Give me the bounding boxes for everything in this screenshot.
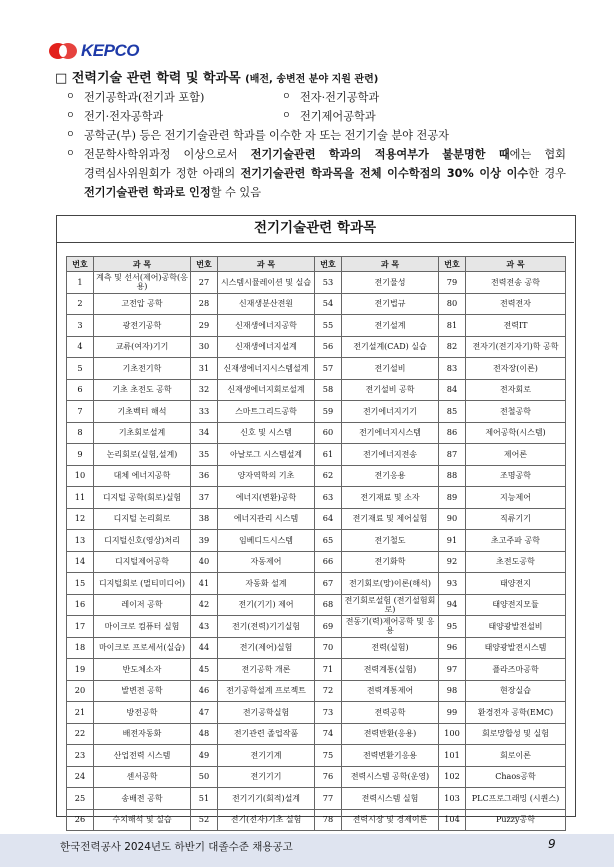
bullet-row: [66, 107, 566, 126]
course-number: 17: [67, 616, 94, 638]
course-name: 전기기계: [218, 745, 315, 767]
course-name: 에너지관리 시스템: [218, 508, 315, 530]
course-name: 초전도공학: [466, 551, 566, 573]
course-number: 77: [315, 788, 342, 810]
course-number: 95: [439, 616, 466, 638]
table-row: [67, 530, 566, 552]
course-name: 전력전자: [466, 293, 566, 315]
course-name: 신호 및 시스템: [218, 422, 315, 444]
course-number: 15: [67, 573, 94, 595]
course-name: 전기화학: [342, 551, 439, 573]
course-name: 전력변환기응용: [342, 745, 439, 767]
course-number: 104: [439, 809, 466, 831]
course-number: 42: [191, 594, 218, 616]
course-name: 논리회로(실험,설계): [94, 444, 191, 466]
course-number: 26: [67, 809, 94, 831]
footer-text: 한국전력공사 2024년도 하반기 대졸수준 채용공고: [60, 841, 293, 853]
course-name: 제어론: [466, 444, 566, 466]
course-number: 91: [439, 530, 466, 552]
course-number: 40: [191, 551, 218, 573]
header-course: 과 목: [94, 257, 191, 272]
kepco-logo: [48, 40, 139, 62]
course-number: 68: [315, 594, 342, 616]
course-number: 22: [67, 723, 94, 745]
course-name: 임베디드시스템: [218, 530, 315, 552]
course-number: 90: [439, 508, 466, 530]
table-row: [67, 594, 566, 616]
course-number: 99: [439, 702, 466, 724]
course-name: 전기공학설계 프로젝트: [218, 680, 315, 702]
course-number: 102: [439, 766, 466, 788]
course-name: 전력전송 공학: [466, 272, 566, 294]
course-number: 88: [439, 465, 466, 487]
course-name: 광전기공학: [94, 315, 191, 337]
paragraph-text: 전문학사학위과정 이상으로서: [84, 148, 251, 161]
course-name: 전력IT: [466, 315, 566, 337]
table-row: [67, 315, 566, 337]
course-number: 70: [315, 637, 342, 659]
course-number: 16: [67, 594, 94, 616]
course-number: 89: [439, 487, 466, 509]
table-row: [67, 616, 566, 638]
course-number: 45: [191, 659, 218, 681]
course-number: 23: [67, 745, 94, 767]
course-number: 54: [315, 293, 342, 315]
bullet-item: 전기공학과(전기과 포함): [84, 91, 205, 104]
course-number: 64: [315, 508, 342, 530]
bullet-marker: ㅇ: [66, 111, 75, 121]
course-name: 스마트그리드공학: [218, 401, 315, 423]
course-name: 전력공학: [342, 702, 439, 724]
course-name: 전력시스템 실험: [342, 788, 439, 810]
bullet-row: [66, 88, 566, 107]
paragraph-text: 에는 협회 경력심사위원회가 정한 아래의: [84, 148, 566, 180]
course-number: 11: [67, 487, 94, 509]
section-subtitle: (배전, 송변전 분야 지원 관련): [245, 74, 379, 85]
course-number: 41: [191, 573, 218, 595]
course-number: 35: [191, 444, 218, 466]
course-number: 96: [439, 637, 466, 659]
bullet-marker: ㅇ: [66, 149, 75, 159]
bullet-marker: ㅇ: [282, 92, 291, 102]
course-number: 53: [315, 272, 342, 294]
table-row: [67, 723, 566, 745]
course-number: 63: [315, 487, 342, 509]
course-number: 69: [315, 616, 342, 638]
course-number: 50: [191, 766, 218, 788]
course-number: 72: [315, 680, 342, 702]
course-name: 전철공학: [466, 401, 566, 423]
section-title-text: 전력기술 관련 학력 및 학과목: [71, 71, 241, 86]
course-number: 2: [67, 293, 94, 315]
course-name: 초고주파 공학: [466, 530, 566, 552]
bullet-item: 전자·전기공학과: [300, 91, 380, 104]
course-name: 전기철도: [342, 530, 439, 552]
course-number: 12: [67, 508, 94, 530]
table-row: [67, 422, 566, 444]
header-course: 과 목: [218, 257, 315, 272]
course-name: 전기(전자)기초 실험: [218, 809, 315, 831]
bullet-item: 공학군(부) 등은 전기기술관련 학과를 이수한 자 또는 전기기술 분야 전공자: [84, 129, 449, 142]
course-name: 전기재료 및 제어실험: [342, 508, 439, 530]
kepco-logo-text: KEPCO: [81, 41, 139, 60]
course-number: 66: [315, 551, 342, 573]
table-row: [67, 358, 566, 380]
course-number: 32: [191, 379, 218, 401]
course-number: 4: [67, 336, 94, 358]
course-number: 83: [439, 358, 466, 380]
course-number: 10: [67, 465, 94, 487]
course-name: 자동제어: [218, 551, 315, 573]
course-name: 현장실습: [466, 680, 566, 702]
course-name: 제어공학(시스템): [466, 422, 566, 444]
course-name: Chaos공학: [466, 766, 566, 788]
table-row: [67, 788, 566, 810]
course-number: 81: [439, 315, 466, 337]
course-name: 플라즈마공학: [466, 659, 566, 681]
course-name: 전력(실험): [342, 637, 439, 659]
course-table-body: [67, 272, 566, 831]
kepco-emblem-icon: [48, 42, 78, 60]
paragraph-emphasis: 전기기술관련 학과의 적용여부가 불분명한 때: [250, 148, 510, 161]
course-name: 디지털신호(영상)처리: [94, 530, 191, 552]
course-name: 전기관련 졸업작품: [218, 723, 315, 745]
course-name: PLC프로그래밍 (시퀀스): [466, 788, 566, 810]
table-row: [67, 745, 566, 767]
course-number: 71: [315, 659, 342, 681]
course-name: 전기공학 개론: [218, 659, 315, 681]
course-number: 93: [439, 573, 466, 595]
course-number: 14: [67, 551, 94, 573]
course-name: 전기에너지시스템: [342, 422, 439, 444]
table-row: [67, 809, 566, 831]
table-row: [67, 659, 566, 681]
course-number: 28: [191, 293, 218, 315]
course-name: 송배전 공학: [94, 788, 191, 810]
course-name: 기초벡터 해석: [94, 401, 191, 423]
bullet-marker: ㅇ: [66, 130, 75, 140]
course-number: 30: [191, 336, 218, 358]
section-marker: □: [55, 71, 68, 86]
bullet-item: 전기제어공학과: [300, 110, 376, 123]
course-name: 전기물성: [342, 272, 439, 294]
course-name: 태양광발전시스템: [466, 637, 566, 659]
course-number: 51: [191, 788, 218, 810]
table-title: 전기기술관련 학과목: [56, 215, 574, 243]
course-number: 19: [67, 659, 94, 681]
course-number: 60: [315, 422, 342, 444]
course-name: 전기회로(망)이론(해석): [342, 573, 439, 595]
course-name: 전력계통제어: [342, 680, 439, 702]
course-name: 전기(전력)기기실험: [218, 616, 315, 638]
course-name: 전기회로설험 (전기설험회로): [342, 594, 439, 616]
course-number: 98: [439, 680, 466, 702]
course-name: 에너지(변환)공학: [218, 487, 315, 509]
course-name: 지능제어: [466, 487, 566, 509]
course-number: 79: [439, 272, 466, 294]
course-name: 교류(여자)기기: [94, 336, 191, 358]
course-number: 74: [315, 723, 342, 745]
course-number: 85: [439, 401, 466, 423]
course-name: 전기설비 공학: [342, 379, 439, 401]
bullet-paragraph: [66, 145, 566, 202]
course-number: 46: [191, 680, 218, 702]
course-number: 20: [67, 680, 94, 702]
course-number: 67: [315, 573, 342, 595]
course-name: 전기설비: [342, 358, 439, 380]
course-number: 80: [439, 293, 466, 315]
course-number: 97: [439, 659, 466, 681]
course-name: 디지털 논리회로: [94, 508, 191, 530]
course-name: 전동기(력)제어공학 및 응용: [342, 616, 439, 638]
course-number: 29: [191, 315, 218, 337]
paragraph-emphasis: 전기기술관련 학과목을 전체 이수학점의 30% 이상 이수: [240, 167, 529, 180]
course-name: 회로망합성 및 실험: [466, 723, 566, 745]
section-title: [55, 67, 378, 86]
course-number: 78: [315, 809, 342, 831]
course-number: 38: [191, 508, 218, 530]
paragraph-text: 할 수 있음: [210, 186, 262, 199]
course-number: 48: [191, 723, 218, 745]
course-name: 기초 초전도 공학: [94, 379, 191, 401]
course-name: Puzzy공학: [466, 809, 566, 831]
course-number: 84: [439, 379, 466, 401]
course-name: 전기(제어)실험: [218, 637, 315, 659]
course-name: 전자장(이론): [466, 358, 566, 380]
course-number: 47: [191, 702, 218, 724]
header-course: 과 목: [466, 257, 566, 272]
course-name: 전기에너지기기: [342, 401, 439, 423]
course-number: 24: [67, 766, 94, 788]
table-row: [67, 487, 566, 509]
course-name: 시스템시뮬레이션 및 실습: [218, 272, 315, 294]
paragraph-emphasis: 전기기술관련 학과로 인정: [84, 186, 211, 199]
course-number: 7: [67, 401, 94, 423]
course-number: 52: [191, 809, 218, 831]
course-name: 양자역학의 기초: [218, 465, 315, 487]
header-num: 번호: [439, 257, 466, 272]
course-name: 전기재료 및 소자: [342, 487, 439, 509]
course-number: 82: [439, 336, 466, 358]
course-name: 신재생에너지공학: [218, 315, 315, 337]
course-number: 39: [191, 530, 218, 552]
course-number: 3: [67, 315, 94, 337]
bullet-row: [66, 126, 566, 145]
course-name: 방전공학: [94, 702, 191, 724]
course-number: 37: [191, 487, 218, 509]
course-number: 6: [67, 379, 94, 401]
course-number: 55: [315, 315, 342, 337]
course-number: 76: [315, 766, 342, 788]
course-name: 수치해석 및 실습: [94, 809, 191, 831]
table-row: [67, 336, 566, 358]
course-number: 101: [439, 745, 466, 767]
course-number: 36: [191, 465, 218, 487]
course-number: 62: [315, 465, 342, 487]
course-name: 전력반환(응용): [342, 723, 439, 745]
course-name: 신재생에너지설계: [218, 336, 315, 358]
course-name: 디지털회로 (멀티미디어): [94, 573, 191, 595]
course-number: 75: [315, 745, 342, 767]
course-table: [66, 256, 566, 831]
table-row: [67, 637, 566, 659]
course-name: 전자회로: [466, 379, 566, 401]
course-name: 반도체소자: [94, 659, 191, 681]
course-name: 회로이론: [466, 745, 566, 767]
course-number: 103: [439, 788, 466, 810]
course-number: 100: [439, 723, 466, 745]
course-number: 61: [315, 444, 342, 466]
header-num: 번호: [191, 257, 218, 272]
course-number: 59: [315, 401, 342, 423]
course-name: 계측 및 선서(제어)공학(응용): [94, 272, 191, 294]
course-name: 전력계통(실험): [342, 659, 439, 681]
course-number: 25: [67, 788, 94, 810]
course-number: 13: [67, 530, 94, 552]
course-number: 33: [191, 401, 218, 423]
course-number: 73: [315, 702, 342, 724]
course-name: 태양전지모듈: [466, 594, 566, 616]
course-name: 자동화 설계: [218, 573, 315, 595]
header-num: 번호: [67, 257, 94, 272]
course-name: 환경전자 공학(EMC): [466, 702, 566, 724]
course-number: 87: [439, 444, 466, 466]
course-number: 1: [67, 272, 94, 294]
course-name: 신재생에너지시스템설계: [218, 358, 315, 380]
course-name: 레이저 공학: [94, 594, 191, 616]
header-course: 과 목: [342, 257, 439, 272]
course-name: 신재생에너지회로설계: [218, 379, 315, 401]
table-row: [67, 465, 566, 487]
course-name: 기초전기학: [94, 358, 191, 380]
course-name: 기초회로설계: [94, 422, 191, 444]
table-header-row: [67, 257, 566, 272]
table-row: [67, 702, 566, 724]
course-number: 5: [67, 358, 94, 380]
paragraph-text: 한 경우: [528, 167, 566, 180]
table-row: [67, 401, 566, 423]
course-name: 대체 에너지공학: [94, 465, 191, 487]
course-number: 49: [191, 745, 218, 767]
course-number: 92: [439, 551, 466, 573]
bullet-item: 전기·전자공학과: [84, 110, 164, 123]
table-row: [67, 766, 566, 788]
course-number: 57: [315, 358, 342, 380]
course-number: 34: [191, 422, 218, 444]
course-name: 전기기기: [218, 766, 315, 788]
course-name: 전기(기기) 제어: [218, 594, 315, 616]
course-name: 태양광발전설비: [466, 616, 566, 638]
course-number: 44: [191, 637, 218, 659]
table-row: [67, 379, 566, 401]
page-number: 9: [548, 837, 556, 851]
course-name: 디지털 공학(회로)실험: [94, 487, 191, 509]
course-name: 전기공학실험: [218, 702, 315, 724]
course-name: 전기기기(회적)설계: [218, 788, 315, 810]
course-name: 아날로그 시스템설계: [218, 444, 315, 466]
course-number: 21: [67, 702, 94, 724]
course-name: 태양전지: [466, 573, 566, 595]
course-name: 전기설계(CAD) 실습: [342, 336, 439, 358]
course-name: 전기에너지전송: [342, 444, 439, 466]
course-name: 배전자동화: [94, 723, 191, 745]
course-number: 9: [67, 444, 94, 466]
course-name: 전기법규: [342, 293, 439, 315]
course-number: 8: [67, 422, 94, 444]
course-number: 43: [191, 616, 218, 638]
table-row: [67, 573, 566, 595]
course-name: 마이크로 프로세서(실습): [94, 637, 191, 659]
course-number: 27: [191, 272, 218, 294]
table-row: [67, 444, 566, 466]
course-name: 전기응용: [342, 465, 439, 487]
course-number: 56: [315, 336, 342, 358]
table-row: [67, 272, 566, 294]
course-name: 전력시스템 공학(운영): [342, 766, 439, 788]
course-name: 전력시장 및 경제이론: [342, 809, 439, 831]
table-row: [67, 293, 566, 315]
bullet-list: [66, 88, 566, 202]
course-name: 발변전 공학: [94, 680, 191, 702]
course-number: 31: [191, 358, 218, 380]
course-name: 신재생분산전원: [218, 293, 315, 315]
course-name: 센서공학: [94, 766, 191, 788]
course-name: 전자기(전기자기)학 공학: [466, 336, 566, 358]
course-name: 마이크로 컴퓨터 실험: [94, 616, 191, 638]
course-name: 고전압 공학: [94, 293, 191, 315]
course-name: 전기설계: [342, 315, 439, 337]
course-name: 산업전력 시스템: [94, 745, 191, 767]
header-num: 번호: [315, 257, 342, 272]
course-number: 65: [315, 530, 342, 552]
course-name: 조명공학: [466, 465, 566, 487]
course-name: 디지털제어공학: [94, 551, 191, 573]
course-number: 58: [315, 379, 342, 401]
table-row: [67, 551, 566, 573]
course-number: 94: [439, 594, 466, 616]
course-name: 직류기기: [466, 508, 566, 530]
bullet-marker: ㅇ: [282, 111, 291, 121]
course-number: 18: [67, 637, 94, 659]
table-row: [67, 680, 566, 702]
course-number: 86: [439, 422, 466, 444]
table-row: [67, 508, 566, 530]
bullet-marker: ㅇ: [66, 92, 75, 102]
